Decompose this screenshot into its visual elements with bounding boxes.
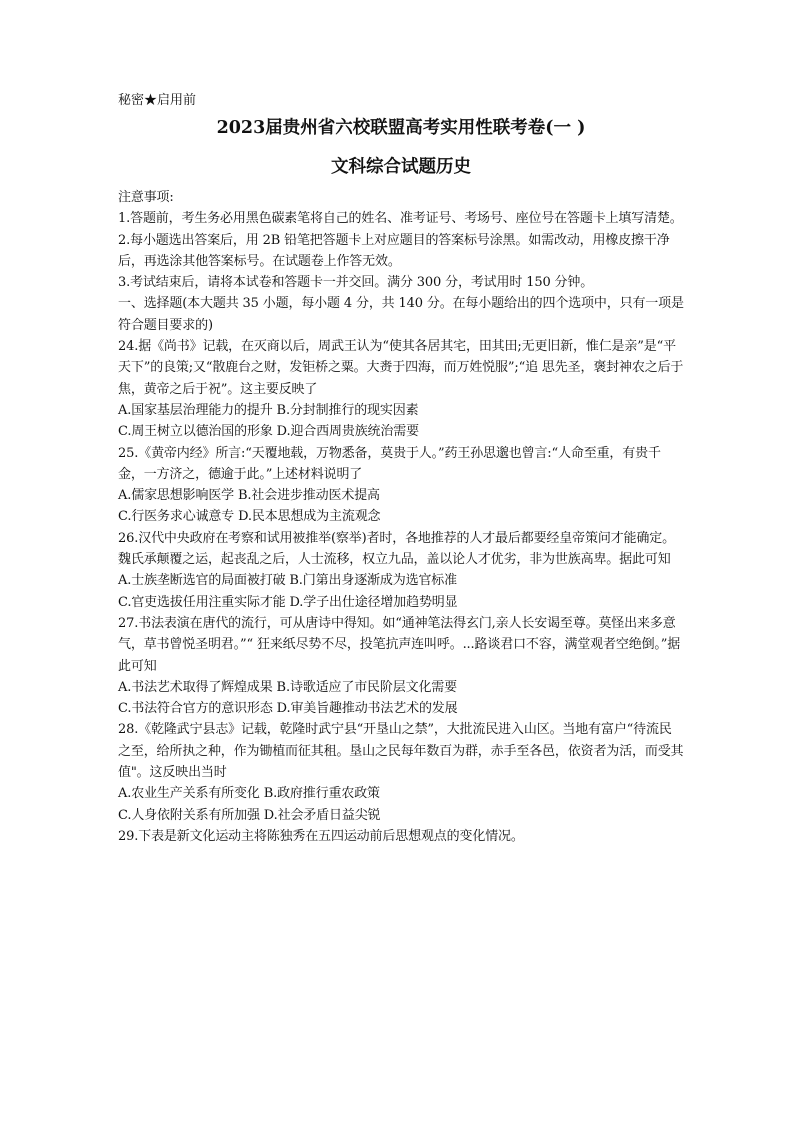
question-stem: 25.《黄帝内经》所言:“天覆地载，万物悉备，莫贵于人。”药王孙思邈也曾言:“人命至重，有贵千金，一方济之，德逾于此。”上述材料说明了 xyxy=(118,445,661,482)
exam-body xyxy=(118,187,684,847)
exam-subtitle: 文科综合试题历史 xyxy=(331,157,471,177)
exam-title: 2023届贵州省六校联盟高考实用性联考卷(一 ) xyxy=(216,118,586,138)
answer-options: C.行医务求心诚意专 D.民本思想成为主流观念 xyxy=(118,509,381,525)
answer-options: A.农业生产关系有所变化 B.政府推行重农政策 xyxy=(118,786,380,802)
note-item: 1.答题前，考生务必用黑色碳素笔将自己的姓名、准考证号、考场号、座位号在答题卡上填写清楚。 xyxy=(118,211,683,227)
answer-options: C.书法符合官方的意识形态 D.审美旨趣推动书法艺术的发展 xyxy=(118,701,458,717)
answer-options: A.士族垄断选官的局面被打破 B.门第出身逐渐成为选官标准 xyxy=(118,573,457,589)
exam-page xyxy=(118,92,684,847)
section-heading: 一、选择题(本大题共 35 小题，每小题 4 分，共 140 分。在每小题给出的四个选项中，只有一项是符合题目要求的) xyxy=(118,296,684,333)
answer-options: C.官吏选拔任用注重实际才能 D.学子出仕途径增加趋势明显 xyxy=(118,594,458,610)
question-stem: 29.下表是新文化运动主将陈独秀在五四运动前后思想观点的变化情况。 xyxy=(118,828,524,844)
note-item: 2.每小题选出答案后，用 2B 铅笔把答题卡上对应题目的答案标号涂黑。如需改动，用橡皮擦干净后，再选涂其他答案标号。在试题卷上作答无效。 xyxy=(118,232,670,269)
note-item: 3.考试结束后，请将本试卷和答题卡一并交回。满分 300 分，考试用时 150 分钟。 xyxy=(118,275,594,291)
answer-options: A.国家基层治理能力的提升 B.分封制推行的现实因素 xyxy=(118,402,419,418)
answer-options: A.书法艺术取得了辉煌成果 B.诗歌适应了市民阶层文化需要 xyxy=(118,679,457,695)
question-stem: 27.书法表演在唐代的流行，可从唐诗中得知。如“通神笔法得玄门,亲人长安谒至尊。莫怪出来多意气，草书曾悦圣明君。”“ 狂来纸尽势不尽，投笔抗声连叫呼。...路谈君口不容，满堂观者空绝倒。”据此可知 xyxy=(118,615,681,674)
confidential-mark: 秘密★启用前 xyxy=(118,93,197,108)
question-stem: 24.据《尚书》记载，在灭商以后，周武王认为“使其各居其宅，田其田;无更旧新，惟仁是亲”是“平天下”的良策;又“散鹿台之财，发钜桥之粟。大赉于四海，而万姓悦服”;“追 思先圣，褒封神农之后于焦，黄帝之后于祝”。这主要反映了 xyxy=(118,339,684,397)
answer-options: C.周王树立以德治国的形象 D.迎合西周贵族统治需要 xyxy=(118,424,419,440)
notes-heading: 注意事项: xyxy=(118,190,174,205)
answer-options: A.儒家思想影响医学 B.社会进步推动医术提高 xyxy=(118,488,380,504)
question-stem: 28.《乾隆武宁县志》记载，乾隆时武宁县“开垦山之禁”，大批流民进入山区。当地有富户“待流民之至，给所执之种，作为锄植而征其租。垦山之民每年数百为群，赤手至各邑，依资者为活，而受其值"。这反映出当时 xyxy=(118,722,684,781)
question-stem: 26.汉代中央政府在考察和试用被推举(察举)者时，各地推荐的人才最后都要经皇帝策问才能确定。魏氏承颠覆之运，起丧乱之后，人士流移，权立九品，盖以论人才优劣，非为世族高卑。据此可知 xyxy=(118,530,675,568)
answer-options: C.人身依附关系有所加强 D.社会矛盾日益尖锐 xyxy=(118,807,381,823)
